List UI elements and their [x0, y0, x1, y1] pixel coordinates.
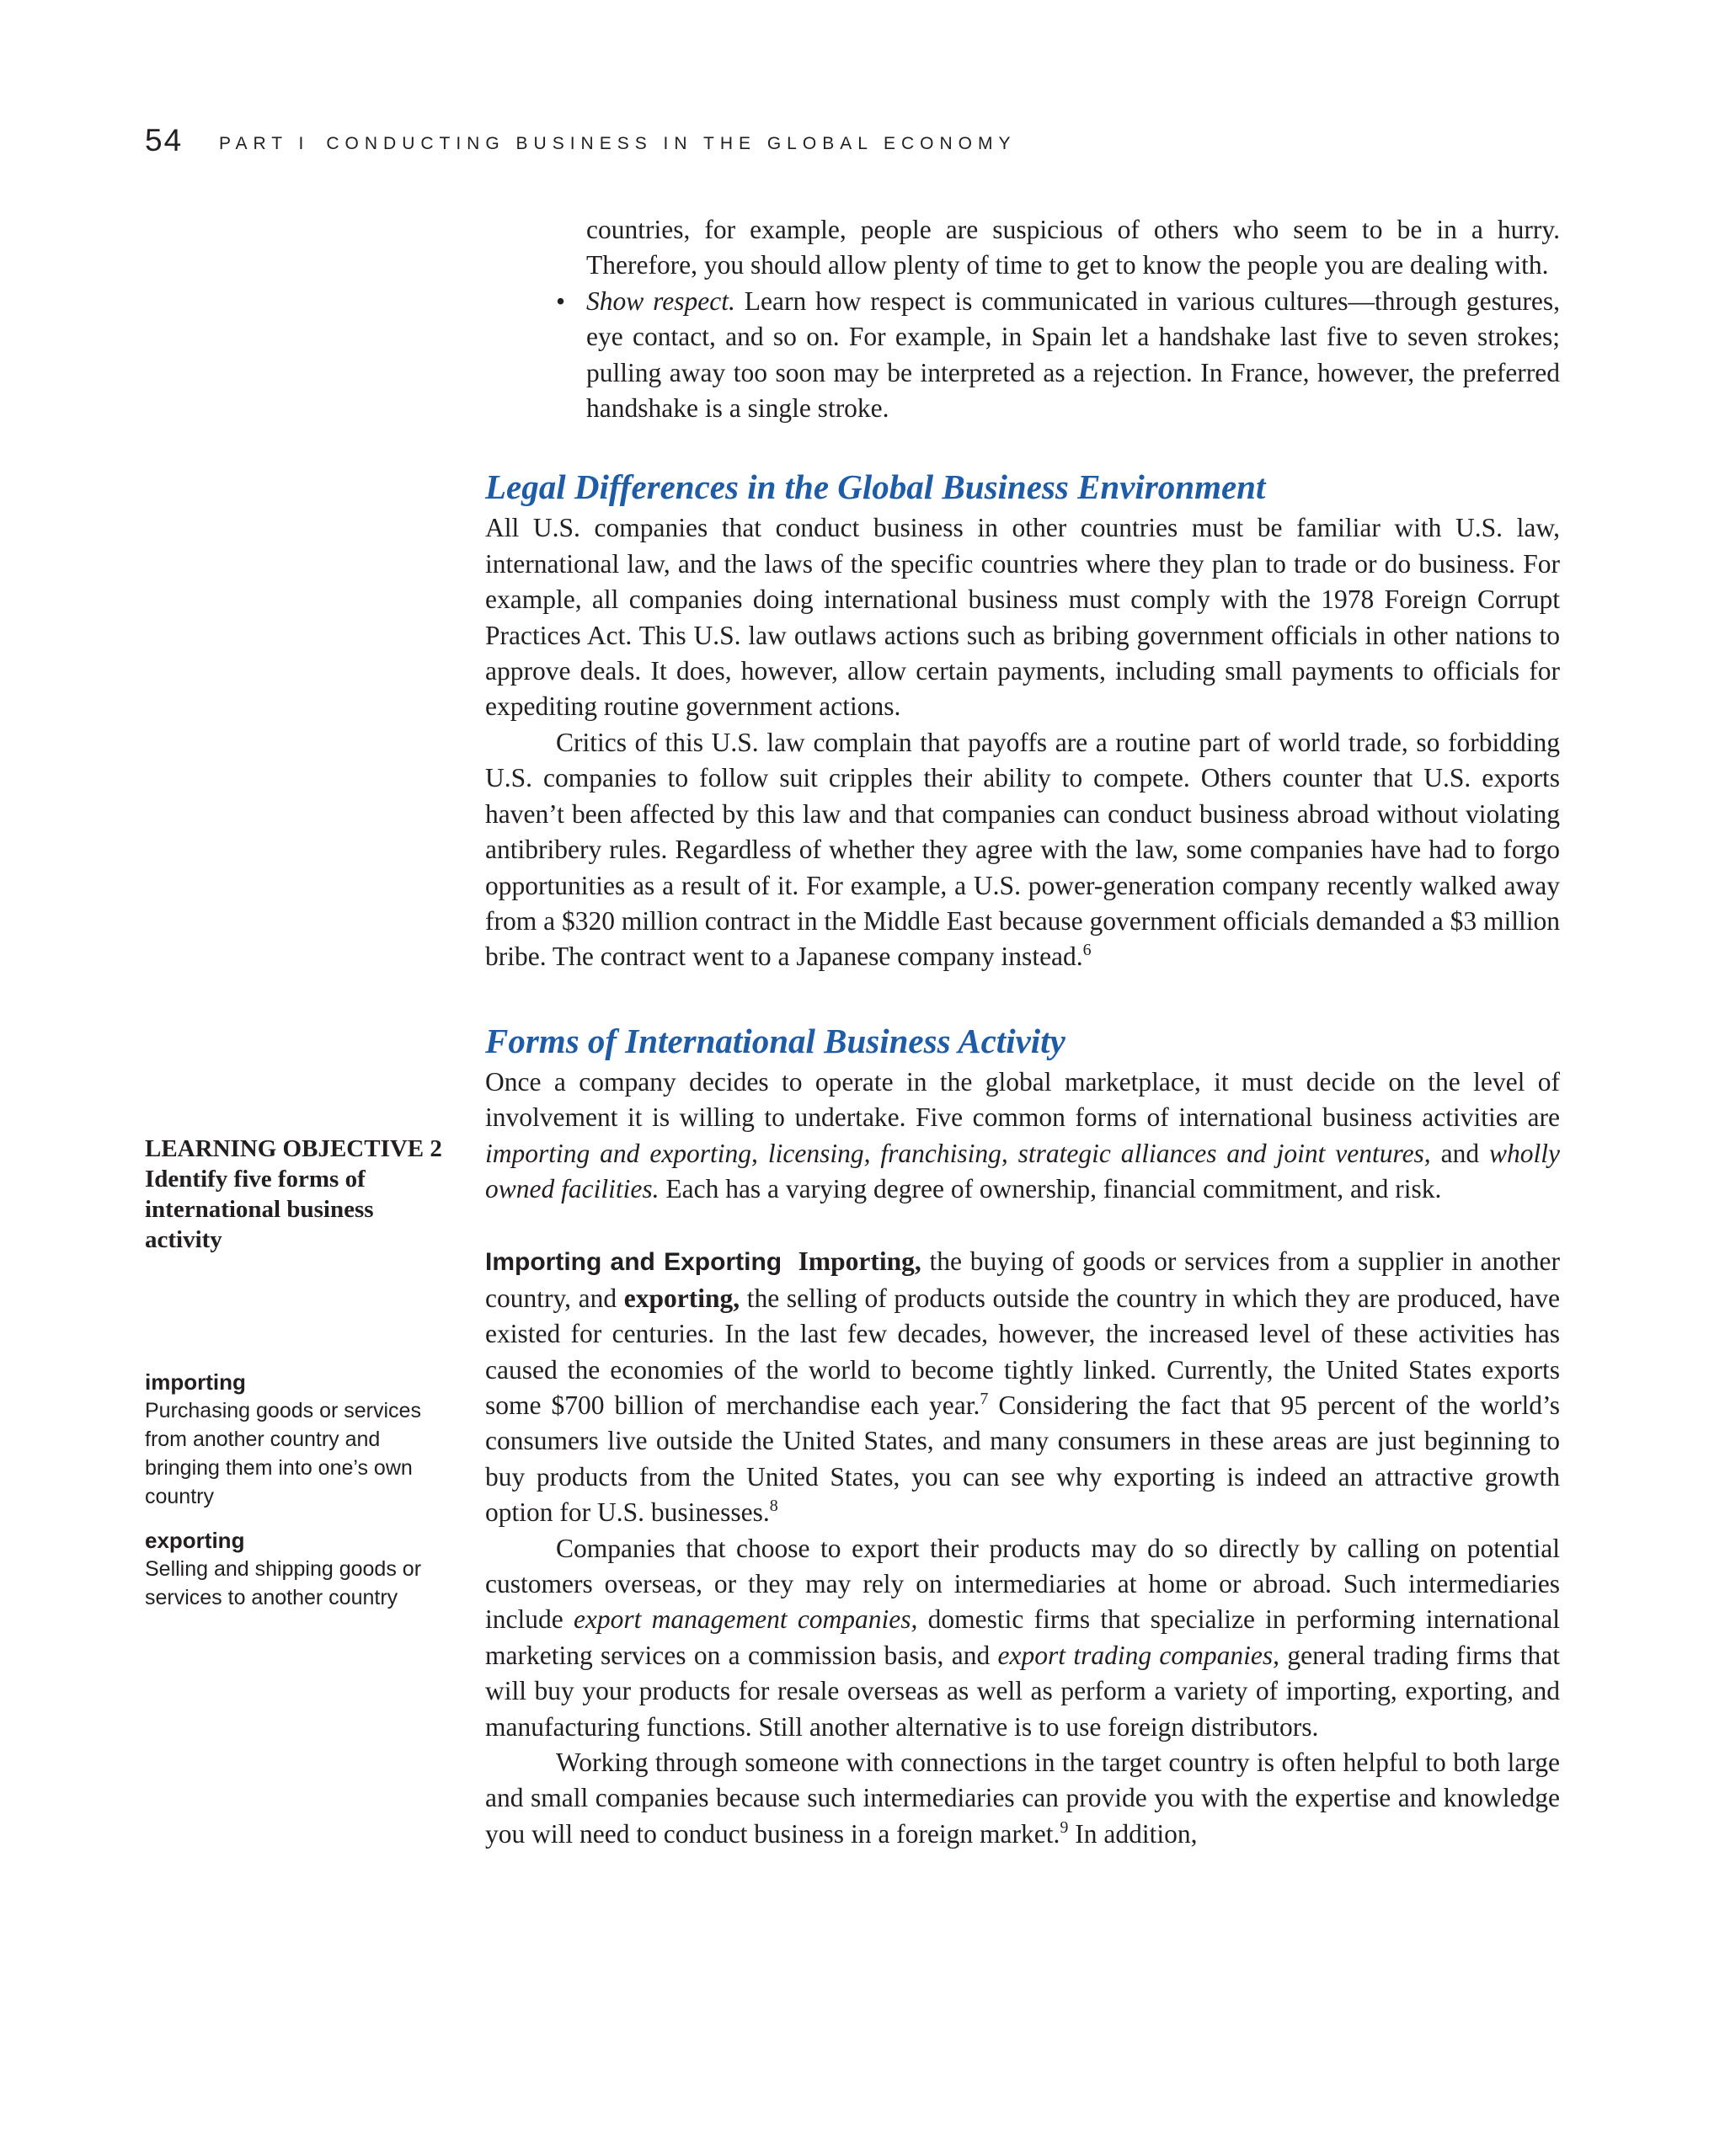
running-head [219, 134, 1016, 154]
running-header [145, 123, 1577, 165]
paragraph [485, 1531, 1560, 1745]
paragraph [485, 725, 1560, 975]
emphasis: export management companies, [573, 1604, 918, 1635]
list-item-text: countries, for example, people are suspicious of others who seem to be in a hurry. Therefore, you should allow plenty of time to get to know the people you are dealing with. [586, 215, 1560, 280]
learning-objective [145, 1134, 457, 1255]
tips-list [485, 212, 1560, 426]
paragraph-text: Considering the fact that 95 percent of the world’s consumers live outside the United States, and many consumers in these areas are just beginning to buy products from the United States, you can see why exporting is indeed an attractive growth option for U.S. businesses. [485, 1390, 1560, 1528]
learning-objective-text: Identify five forms of international business activity [145, 1166, 374, 1253]
list-item [586, 284, 1560, 427]
emphasis: export trading companies, [997, 1640, 1280, 1670]
paragraph-text: Each has a varying degree of ownership, financial commitment, and risk. [659, 1173, 1442, 1203]
glossary-term: exporting [145, 1528, 245, 1553]
chapter-title: CONDUCTING BUSINESS IN THE GLOBAL ECONOMY [326, 134, 1017, 153]
list-item-text: Learn how respect is communicated in various cultures—through gestures, eye contact, and so on. For example, in Spain let a handshake last five to seven strokes; pulling away too soon may be interpreted as a rejection. In France, however, the preferred handshake is a single stroke. [586, 286, 1560, 424]
paragraph-text: general trading firms that will buy your products for resale overseas as well as perform a variety of importing, exporting, and manufacturing functions. Still another alternative is to use foreign distributors. [485, 1640, 1560, 1742]
learning-objective-label: LEARNING OBJECTIVE 2 [145, 1135, 442, 1162]
glossary-definition: Selling and shipping goods or services to another country [145, 1557, 422, 1609]
paragraph-text: Once a company decides to operate in the global marketplace, it must decide on the level of involvement it is willing to undertake. Five common forms of international business activities are [485, 1066, 1560, 1133]
list-item-lead: Show respect. [586, 286, 735, 316]
glossary-term: importing [145, 1369, 246, 1395]
emphasis: importing and exporting, licensing, franchising, strategic alliances and joint ventures, [485, 1138, 1431, 1168]
paragraph [485, 1244, 1560, 1530]
paragraph-text: and [1430, 1138, 1489, 1168]
paragraph-text: the buying of goods or services from a supplier in another country, and [485, 1246, 1561, 1313]
footnote-ref: 6 [1082, 941, 1092, 960]
page-number: 54 [145, 123, 184, 157]
paragraph: All U.S. companies that conduct business in other countries must be familiar with U.S. law, international law, and the laws of the specific countries where they plan to trade or do business. For example, all companies doing international business must comply with the 1978 Foreign Corrupt Practices Act. This U.S. law outlaws actions such as bribing government officials in other nations to approve deals. It does, however, allow certain payments, including small payments to officials for expediting routine government actions. [485, 513, 1560, 722]
footnote-ref: 9 [1060, 1817, 1069, 1837]
section-heading-legal: Legal Differences in the Global Business Environment [485, 467, 1266, 507]
emphasis: wholly owned facilities. [485, 1138, 1560, 1203]
main-column [485, 212, 1560, 1852]
footnote-ref: 8 [769, 1497, 778, 1516]
key-term: exporting, [623, 1283, 740, 1313]
footnote-ref: 7 [980, 1389, 989, 1408]
paragraph-text: Companies that choose to export their products may do so directly by calling on potential customers overseas, or they may rely on intermediaries at home or abroad. Such intermediaries include [485, 1533, 1560, 1635]
list-item [586, 212, 1560, 284]
glossary-definition: Purchasing goods or services from another country and bringing them into one’s own country [145, 1399, 421, 1508]
paragraph-text: Critics of this U.S. law complain that payoffs are a routine part of world trade, so forbidding U.S. companies to follow suit cripples their ability to compete. Others counter that U.S. exports haven’t been affected by this law and that companies can conduct business abroad without violating antibribery rules. Regardless of whether they agree with the law, some companies have had to forgo opportunities as a result of it. For example, a U.S. power-generation company recently walked away from a $320 million contract in the Middle East because government officials demanded a $3 million bribe. The contract went to a Japanese company instead. [485, 727, 1560, 972]
run-in-heading: Importing and Exporting [485, 1248, 782, 1277]
key-term: Importing, [798, 1246, 921, 1277]
paragraph-text: domestic firms that specialize in performing international marketing services on a commission basis, and [485, 1604, 1561, 1670]
margin-glossary [145, 1368, 457, 1627]
paragraph-text: the selling of products outside the country in which they are produced, have existed for centuries. In the last few decades, however, the increased level of these activities has caused the economies of the world to become tightly linked. Currently, the United States exports some $700 billion of merchandise each year. [485, 1283, 1560, 1420]
section-heading-forms: Forms of International Business Activity [485, 1021, 1065, 1060]
paragraph-text: Working through someone with connections in the target country is often helpful to both large and small companies because such intermediaries can provide you with the expertise and knowledge you will need to conduct business in a foreign market. [485, 1748, 1560, 1849]
paragraph-text: In addition, [1068, 1818, 1198, 1849]
paragraph [485, 1745, 1560, 1852]
part-label: PART I [219, 134, 310, 153]
paragraph [485, 1065, 1560, 1208]
